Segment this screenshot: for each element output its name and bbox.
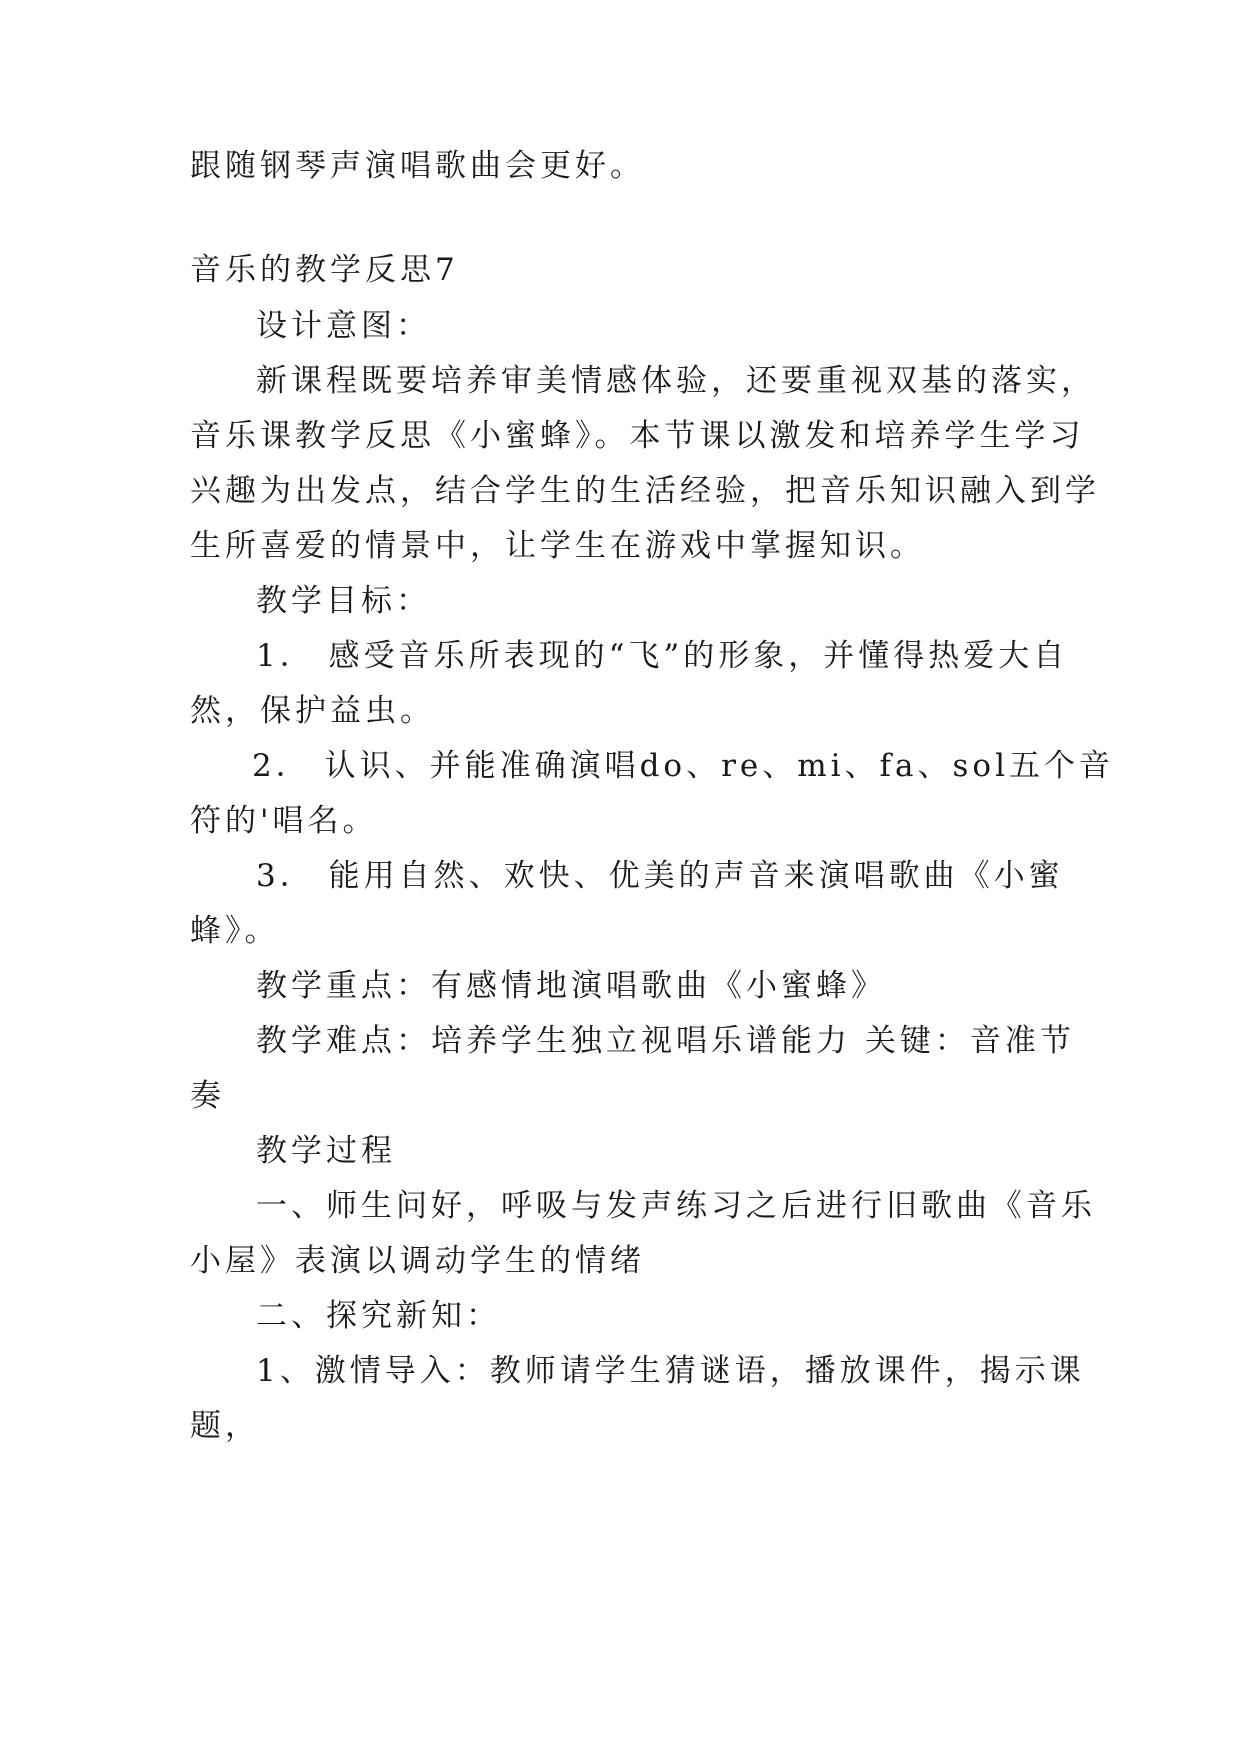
text-line-paragraph-4: 生所喜爱的情景中，让学生在游戏中掌握知识。: [190, 528, 925, 564]
text-line-objective-2-cont: 符的'唱名。: [190, 803, 378, 839]
text-line-objective-1-cont: 然，保护益虫。: [190, 693, 435, 729]
text-line-paragraph-2: 音乐课教学反思《小蜜蜂》。本节课以激发和培养学生学习: [190, 418, 1085, 454]
text-line-1: 跟随钢琴声演唱歌曲会更好。: [190, 148, 645, 184]
text-line-objective-3-cont: 蜂》。: [190, 913, 280, 949]
text-line-key-point: 教学重点：有感情地演唱歌曲《小蜜蜂》: [256, 968, 886, 1004]
text-line-step-1: 一、师生问好，呼吸与发声练习之后进行旧歌曲《音乐: [256, 1188, 1096, 1224]
text-line-step-1-cont: 小屋》表演以调动学生的情绪: [190, 1243, 645, 1279]
text-line-process: 教学过程: [256, 1133, 396, 1169]
text-line-paragraph-1: 新课程既要培养审美情感体验，还要重视双基的落实，: [256, 363, 1096, 399]
text-line-step-2-1-cont: 题，: [190, 1408, 260, 1444]
text-line-difficulty: 教学难点：培养学生独立视唱乐谱能力 关键：音准节: [256, 1023, 1075, 1059]
text-line-objectives: 教学目标：: [256, 583, 431, 619]
text-line-design-intent: 设计意图：: [256, 308, 431, 344]
text-line-objective-3: 3． 能用自然、欢快、优美的声音来演唱歌曲《小蜜: [256, 858, 1064, 894]
text-line-paragraph-3: 兴趣为出发点，结合学生的生活经验，把音乐知识融入到学: [190, 473, 1100, 509]
text-line-step-2-1: 1、激情导入：教师请学生猜谜语，播放课件，揭示课: [256, 1353, 1085, 1389]
section-title: 音乐的教学反思7: [190, 252, 459, 288]
text-line-objective-2: 2． 认识、并能准确演唱do、re、mi、fa、sol五个音: [252, 748, 1115, 784]
text-line-difficulty-cont: 奏: [190, 1078, 225, 1114]
text-line-step-2: 二、探究新知：: [256, 1298, 501, 1334]
text-line-objective-1: 1． 感受音乐所表现的“飞”的形象，并懂得热爱大自: [256, 638, 1069, 674]
